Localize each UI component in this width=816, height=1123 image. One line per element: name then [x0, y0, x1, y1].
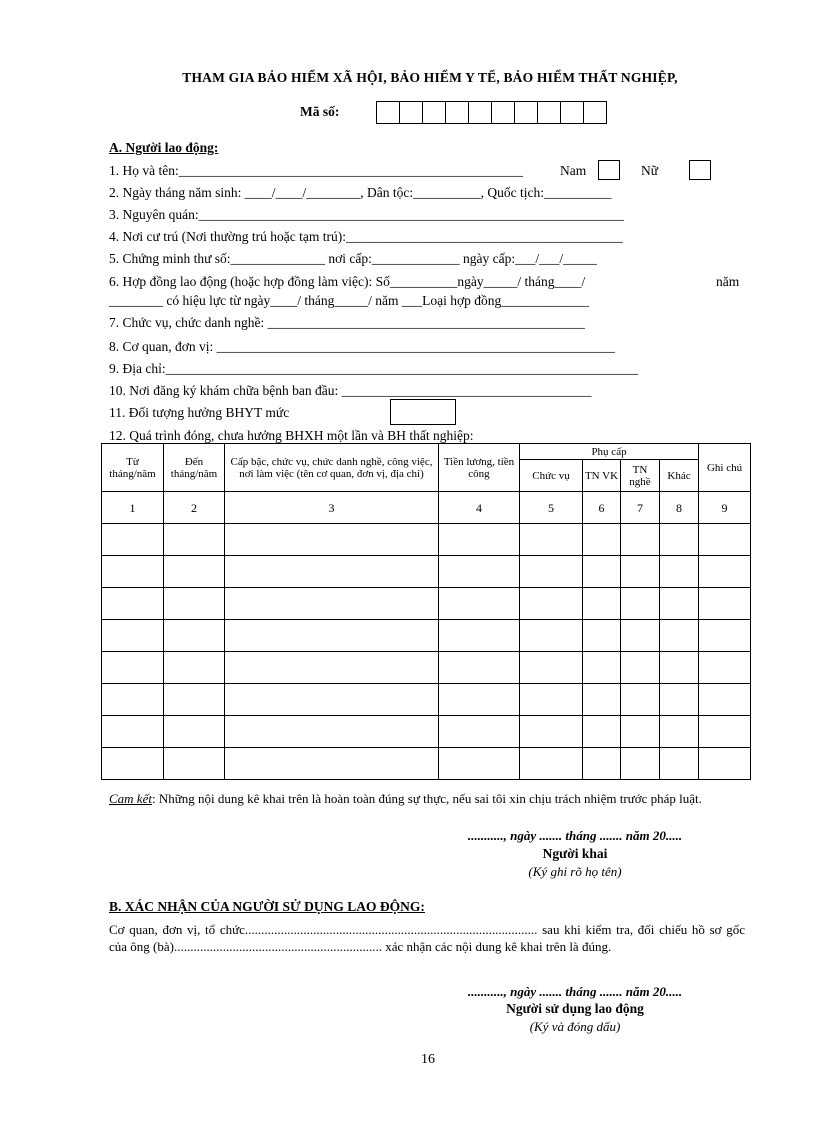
table-cell[interactable] [583, 556, 621, 588]
table-cell[interactable] [102, 588, 164, 620]
ma-so-boxes[interactable] [377, 101, 607, 124]
field-chuc-vu[interactable]: 7. Chức vụ, chức danh nghề: _______________________________________________ [109, 315, 585, 330]
cam-ket [109, 790, 745, 807]
cam-ket-label: Cam kết [109, 791, 152, 806]
field-cmnd[interactable]: 5. Chứng minh thư số:______________ nơi cấp:_____________ ngày cấp:___/___/_____ [109, 251, 597, 266]
col-number: 8 [660, 492, 699, 524]
field-nguyen-quan[interactable]: 3. Nguyên quán:_______________________________________________________________ [109, 207, 624, 222]
table-cell[interactable] [439, 684, 520, 716]
table-number-row [102, 492, 751, 524]
table-cell[interactable] [621, 620, 660, 652]
col-phu-cap: Phụ cấp [520, 444, 699, 460]
table-cell[interactable] [164, 748, 225, 780]
table-cell[interactable] [520, 652, 583, 684]
table-cell[interactable] [621, 524, 660, 556]
table-cell[interactable] [699, 652, 751, 684]
table-cell[interactable] [439, 716, 520, 748]
table-cell[interactable] [164, 524, 225, 556]
table-cell[interactable] [699, 588, 751, 620]
table-row [102, 588, 751, 620]
sign-a-date[interactable]: ..........., ngày ....... tháng ....... năm 20..... [467, 828, 683, 843]
field-ngay-sinh[interactable]: 2. Ngày tháng năm sinh: ____/____/________, Dân tộc:__________, Quốc tịch:__________ [109, 185, 612, 200]
col-number: 4 [439, 492, 520, 524]
col-number: 1 [102, 492, 164, 524]
table-cell[interactable] [164, 556, 225, 588]
col-tu: Từ tháng/năm [102, 444, 164, 492]
col-ghi-chu: Ghi chú [699, 444, 751, 492]
form-title: THAM GIA BẢO HIỂM XÃ HỘI, BẢO HIỂM Y TẾ, BẢO HIỂM THẤT NGHIỆP, [182, 70, 678, 85]
field-dia-chi[interactable]: 9. Địa chỉ:______________________________________________________________________ [109, 361, 639, 376]
section-b-text: Cơ quan, đơn vị, tổ chức.......................................................................................... sau khi kiểm tra, đối chiếu hồ sơ gốc của ông (bà)................................................................ xác nhận các nội dung kê khai trên là đúng. [109, 922, 745, 954]
table-cell[interactable] [164, 716, 225, 748]
table-cell[interactable] [439, 652, 520, 684]
table-cell[interactable] [225, 748, 439, 780]
history-table [101, 443, 751, 780]
table-cell[interactable] [621, 588, 660, 620]
col-den: Đến tháng/năm [164, 444, 225, 492]
table-cell[interactable] [583, 620, 621, 652]
table-cell[interactable] [520, 748, 583, 780]
table-row [102, 556, 751, 588]
table-cell[interactable] [583, 716, 621, 748]
field-ho-ten[interactable]: 1. Họ và tên:___________________________________________________ [109, 163, 523, 178]
table-cell[interactable] [621, 716, 660, 748]
table-cell[interactable] [439, 588, 520, 620]
table-cell[interactable] [102, 556, 164, 588]
table-cell[interactable] [520, 524, 583, 556]
col-tien-luong: Tiền lương, tiền công [439, 444, 520, 492]
table-cell[interactable] [660, 620, 699, 652]
col-number: 7 [621, 492, 660, 524]
table-row [102, 524, 751, 556]
col-number: 2 [164, 492, 225, 524]
table-cell[interactable] [225, 716, 439, 748]
cam-ket-text: : Những nội dung kê khai trên là hoàn toàn đúng sự thực, nếu sai tôi xin chịu trách nhiệm trước pháp luật. [151, 791, 702, 806]
table-cell[interactable] [102, 684, 164, 716]
table-cell[interactable] [520, 620, 583, 652]
table-cell[interactable] [439, 748, 520, 780]
field-qua-trinh: 12. Quá trình đóng, chưa hưởng BHXH một lần và BH thất nghiệp: [109, 428, 474, 443]
table-cell[interactable] [699, 684, 751, 716]
table-cell[interactable] [699, 620, 751, 652]
table-cell[interactable] [439, 524, 520, 556]
nam-checkbox[interactable] [598, 160, 620, 180]
table-cell[interactable] [660, 588, 699, 620]
table-row [102, 652, 751, 684]
section-b-heading: B. XÁC NHẬN CỦA NGƯỜI SỬ DỤNG LAO ĐỘNG: [109, 899, 425, 914]
table-cell[interactable] [225, 620, 439, 652]
table-cell[interactable] [164, 684, 225, 716]
nu-label: Nữ [641, 163, 659, 178]
field-co-quan[interactable]: 8. Cơ quan, đơn vị: ___________________________________________________________ [109, 339, 615, 354]
table-cell[interactable] [102, 652, 164, 684]
table-cell[interactable] [660, 684, 699, 716]
col-number: 5 [520, 492, 583, 524]
table-cell[interactable] [621, 684, 660, 716]
table-cell[interactable] [439, 556, 520, 588]
table-cell[interactable] [583, 748, 621, 780]
table-cell[interactable] [699, 556, 751, 588]
table-cell[interactable] [583, 524, 621, 556]
table-cell[interactable] [439, 620, 520, 652]
table-cell[interactable] [164, 620, 225, 652]
table-cell[interactable] [225, 652, 439, 684]
table-cell[interactable] [520, 588, 583, 620]
table-cell[interactable] [102, 748, 164, 780]
col-tn-nghe: TN nghề [621, 460, 660, 492]
table-cell[interactable] [520, 716, 583, 748]
col-khac: Khác [660, 460, 699, 492]
bhyt-level-box[interactable] [390, 399, 456, 425]
sign-b-who: Người sử dụng lao động [506, 1001, 644, 1016]
field-hop-dong-hieu-luc[interactable]: ________ có hiệu lực từ ngày____/ tháng_____/ năm ___Loại hợp đồng_____________ [109, 293, 589, 308]
field-hop-dong[interactable]: 6. Hợp đồng lao động (hoặc hợp đồng làm việc): Số__________ngày_____/ tháng____/ [109, 274, 586, 289]
table-cell[interactable] [225, 684, 439, 716]
section-a-heading: A. Người lao động: [109, 140, 219, 155]
table-cell[interactable] [621, 556, 660, 588]
table-cell[interactable] [621, 748, 660, 780]
col-number: 6 [583, 492, 621, 524]
page-number: 16 [421, 1052, 435, 1067]
nu-checkbox[interactable] [689, 160, 711, 180]
table-cell[interactable] [520, 684, 583, 716]
table-cell[interactable] [583, 684, 621, 716]
table-cell[interactable] [225, 588, 439, 620]
sign-b-note: (Ký và đóng dấu) [529, 1019, 621, 1034]
table-cell[interactable] [102, 620, 164, 652]
field-kham-chua-benh[interactable]: 10. Nơi đăng ký khám chữa bệnh ban đầu: _____________________________________ [109, 383, 592, 398]
table-cell[interactable] [660, 716, 699, 748]
ma-so-label: Mã số: [300, 104, 340, 119]
table-cell[interactable] [520, 556, 583, 588]
table-cell[interactable] [583, 652, 621, 684]
table-cell[interactable] [102, 524, 164, 556]
table-cell[interactable] [660, 524, 699, 556]
table-cell[interactable] [660, 556, 699, 588]
table-cell[interactable] [225, 556, 439, 588]
col-chuc-vu: Chức vụ [520, 460, 583, 492]
table-cell[interactable] [621, 652, 660, 684]
table-row [102, 684, 751, 716]
table-cell[interactable] [699, 716, 751, 748]
field-hop-dong-nam: năm [716, 274, 740, 289]
sign-a-note: (Ký ghi rõ họ tên) [528, 864, 622, 879]
col-number: 3 [225, 492, 439, 524]
field-noi-cu-tru[interactable]: 4. Nơi cư trú (Nơi thường trú hoặc tạm trú):_________________________________________ [109, 229, 623, 244]
sign-a-who: Người khai [542, 846, 608, 861]
sign-b-date[interactable]: ..........., ngày ....... tháng ....... năm 20..... [467, 984, 683, 999]
table-cell[interactable] [660, 652, 699, 684]
table-cell[interactable] [583, 588, 621, 620]
col-tn-vk: TN VK [583, 460, 621, 492]
nam-label: Nam [560, 163, 587, 178]
table-cell[interactable] [660, 748, 699, 780]
col-number: 9 [699, 492, 751, 524]
field-doi-tuong-bhyt: 11. Đối tượng hưởng BHYT mức [109, 405, 290, 420]
table-row [102, 716, 751, 748]
col-cap-bac: Cấp bậc, chức vụ, chức danh nghề, công việc, nơi làm việc (tên cơ quan, đơn vị, địa chỉ) [225, 444, 439, 492]
table-cell[interactable] [699, 524, 751, 556]
table-cell[interactable] [225, 524, 439, 556]
table-cell[interactable] [164, 652, 225, 684]
table-row [102, 620, 751, 652]
table-cell[interactable] [102, 716, 164, 748]
table-row [102, 748, 751, 780]
table-cell[interactable] [164, 588, 225, 620]
table-cell[interactable] [699, 748, 751, 780]
